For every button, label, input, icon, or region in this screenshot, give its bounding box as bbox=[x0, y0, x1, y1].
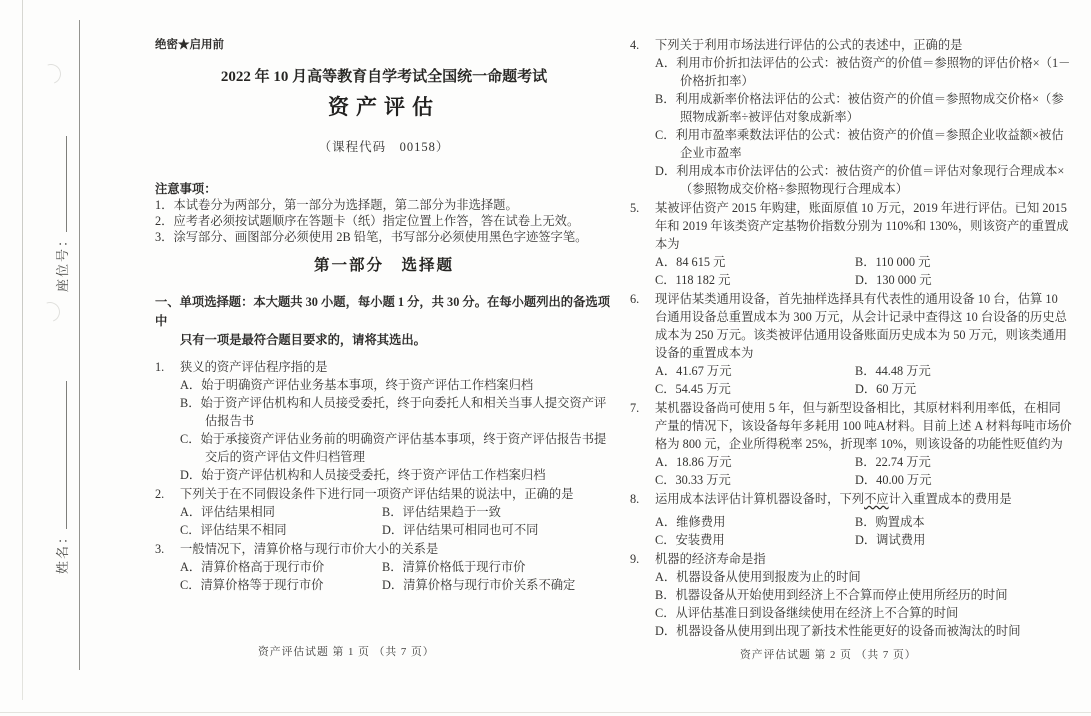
scan-edge-line bbox=[22, 0, 23, 700]
question-3-option-b: B．清算价格低于现行市价 bbox=[382, 559, 526, 574]
question-7-option-c: C．30.33 万元 bbox=[655, 473, 731, 487]
question-3-option-a: A．清算价格高于现行市价 bbox=[180, 559, 325, 574]
question-4-option-c: C．利用市盈率乘数法评估的公式：被估资产的价值＝参照企业收益额×被估企业市盈率 bbox=[655, 128, 1064, 160]
question-5-number: 5. bbox=[630, 201, 640, 215]
question-7-options bbox=[655, 453, 1072, 489]
question-8-option-d: D．调试费用 bbox=[855, 533, 926, 547]
question-6-option-b: B．44.48 万元 bbox=[855, 364, 931, 378]
question-6-option-c: C．54.45 万元 bbox=[655, 382, 731, 396]
seat-number-label bbox=[52, 136, 71, 292]
question-8-body bbox=[655, 490, 1072, 549]
question-7 bbox=[630, 399, 1072, 489]
section-instructions bbox=[155, 293, 613, 350]
seat-number-text: 座位号： bbox=[55, 231, 70, 292]
question-8-stem-emphasis: 不应 bbox=[864, 492, 889, 506]
question-7-number: 7. bbox=[630, 401, 640, 415]
name-blank-line bbox=[55, 381, 67, 529]
question-8-number: 8. bbox=[630, 492, 640, 506]
question-3-option-c: C．清算价格等于现行市价 bbox=[180, 577, 324, 592]
question-3 bbox=[155, 540, 613, 594]
question-8-option-a: A．维修费用 bbox=[655, 515, 726, 529]
question-9-option-b: B．机器设备从开始使用到经济上不合算而停止使用所经历的时间 bbox=[655, 588, 1008, 602]
name-label bbox=[52, 381, 71, 574]
question-7-option-a: A．18.86 万元 bbox=[655, 455, 732, 469]
question-9-option-c: C．从评估基准日到设备继续使用在经济上不合算的时间 bbox=[655, 606, 959, 620]
question-6-stem: 现评估某类通用设备，首先抽样选择具有代表性的通用设备 10 台，估算 10 台通用设备总重置成本为 300 万元，从会计记录中查得这 10 台设备的历史总成本为 250 万元。该类被评估通用设备账面历史成本为 50 万元，则该类通用设备的重置成本为 bbox=[655, 292, 1067, 360]
question-2-option-a: A．评估结果相同 bbox=[180, 504, 275, 519]
security-classification: 绝密★启用前 bbox=[155, 39, 224, 51]
question-4 bbox=[630, 36, 1072, 198]
question-5-option-d: D．130 000 元 bbox=[855, 273, 932, 287]
question-8 bbox=[630, 490, 1072, 549]
question-4-option-b: B．利用成新率价格法评估的公式：被估资产的价值＝参照物成交价格×（参照物成新率÷被评估对象成新率） bbox=[655, 92, 1064, 124]
part-one-title: 第一部分 选择题 bbox=[313, 256, 454, 274]
question-5-option-a: A．84 615 元 bbox=[655, 255, 726, 269]
question-9-stem: 机器的经济寿命是指 bbox=[655, 552, 766, 566]
question-5 bbox=[630, 199, 1072, 289]
notice-item-1: 1．本试卷分为两部分，第一部分为选择题，第二部分为非选择题。 bbox=[155, 198, 518, 213]
question-6-number: 6. bbox=[630, 292, 640, 306]
seat-number-blank-line bbox=[55, 136, 67, 232]
question-3-body bbox=[180, 540, 613, 594]
question-2-option-c: C．评估结果不相同 bbox=[180, 522, 287, 537]
question-5-options bbox=[655, 253, 1072, 289]
question-8-options bbox=[655, 513, 1072, 549]
question-1 bbox=[155, 358, 613, 484]
question-3-number: 3. bbox=[155, 541, 165, 556]
question-6 bbox=[630, 290, 1072, 398]
section-instructions-line-1: 一、单项选择题：本大题共 30 小题，每小题 1 分，共 30 分。在每小题列出的备选项中 bbox=[155, 294, 610, 328]
question-5-option-b: B．110 000 元 bbox=[855, 255, 931, 269]
question-1-option-a: A．始于明确资产评估业务基本事项，终于资产评估工作档案归档 bbox=[180, 377, 534, 392]
question-1-option-b: B．始于资产评估机构和人员接受委托，终于向委托人和相关当事人提交资产评估报告书 bbox=[180, 395, 607, 428]
question-9 bbox=[630, 550, 1072, 640]
question-1-option-c: C．始于承接资产评估业务前的明确资产评估基本事项，终于资产评估报告书提交后的资产评估文件归档管理 bbox=[180, 431, 607, 464]
question-8-option-b: B．购置成本 bbox=[855, 515, 925, 529]
question-5-body bbox=[655, 199, 1072, 289]
notice-item-3: 3．涂写部分、画图部分必须使用 2B 铅笔，书写部分必须使用黑色字迹签字笔。 bbox=[155, 230, 588, 245]
question-9-number: 9. bbox=[630, 552, 640, 566]
question-6-option-d: D．60 万元 bbox=[855, 382, 917, 396]
question-9-option-a: A．机器设备从使用到报废为止的时间 bbox=[655, 570, 861, 584]
question-7-body bbox=[655, 399, 1072, 489]
name-text: 姓名： bbox=[55, 528, 70, 574]
notice-title: 注意事项： bbox=[155, 182, 217, 196]
notice-block bbox=[155, 182, 613, 246]
question-4-number: 4. bbox=[630, 38, 640, 52]
subject-title: 资产评估 bbox=[328, 95, 440, 119]
question-3-option-d: D．清算价格与现行市价关系不确定 bbox=[382, 577, 576, 592]
question-2-body bbox=[180, 485, 613, 539]
question-1-stem: 狭义的资产评估程序指的是 bbox=[180, 359, 328, 374]
question-2-option-d: D．评估结果可相同也可不同 bbox=[382, 522, 539, 537]
question-7-option-d: D．40.00 万元 bbox=[855, 473, 932, 487]
exam-page-2 bbox=[630, 30, 1072, 640]
question-8-stem bbox=[655, 490, 1072, 508]
question-7-stem: 某机器设备尚可使用 5 年，但与新型设备相比，其原材料利用率低，在相同产量的情况下，该设备每年多耗用 100 吨A材料。目前上述 A 材料每吨市场价格为 800 元，企业所得税率 25%，折现率 10%，则该设备的功能性贬值约为 bbox=[655, 401, 1072, 451]
question-2-stem: 下列关于在不同假设条件下进行同一项资产评估结果的说法中，正确的是 bbox=[180, 486, 574, 501]
question-1-option-d: D．始于资产评估机构和人员接受委托，终于资产评估工作档案归档 bbox=[180, 467, 546, 482]
scan-bottom-edge bbox=[0, 712, 1091, 713]
questions-page-1 bbox=[155, 358, 613, 594]
notice-item-2: 2．应考者必须按试题顺序在答题卡（纸）指定位置上作答，答在试卷上无效。 bbox=[155, 214, 580, 229]
question-6-body bbox=[655, 290, 1072, 398]
question-1-number: 1. bbox=[155, 359, 165, 374]
seal-line bbox=[79, 20, 80, 670]
question-2-option-b: B．评估结果趋于一致 bbox=[382, 504, 501, 519]
question-8-option-c: C．安装费用 bbox=[655, 533, 725, 547]
question-8-stem-pre: 运用成本法评估计算机器设备时，下列 bbox=[655, 492, 865, 506]
page-1-footer: 资产评估试题 第 1 页 （共 7 页） bbox=[258, 646, 435, 658]
exam-title: 2022 年 10 月高等教育自学考试全国统一命题考试 bbox=[220, 69, 548, 85]
question-8-stem-post: 计入重置成本的费用是 bbox=[888, 492, 1012, 506]
question-5-stem: 某被评估资产 2015 年购建，账面原值 10 万元，2019 年进行评估。已知 2015 年和 2019 年该类资产定基物价指数分别为 110%和 130%，则该资产的重置成本为 bbox=[655, 201, 1069, 251]
exam-page-1 bbox=[155, 30, 613, 594]
question-2-number: 2. bbox=[155, 486, 165, 501]
question-5-option-c: C．118 182 元 bbox=[655, 273, 731, 287]
question-7-option-b: B．22.74 万元 bbox=[855, 455, 931, 469]
question-3-stem: 一般情况下，清算价格与现行市价大小的关系是 bbox=[180, 541, 439, 556]
question-9-body bbox=[655, 550, 1072, 640]
question-6-options bbox=[655, 362, 1072, 398]
questions-page-2 bbox=[630, 36, 1072, 640]
question-4-option-a: A．利用市价折扣法评估的公式：被估资产的价值＝参照物的评估价格×（1－价格折扣率） bbox=[655, 56, 1071, 88]
question-2 bbox=[155, 485, 613, 539]
page-2-footer: 资产评估试题 第 2 页 （共 7 页） bbox=[740, 649, 917, 661]
section-instructions-line-2: 只有一项是最符合题目要求的，请将其选出。 bbox=[180, 332, 426, 347]
question-1-body bbox=[180, 358, 613, 484]
question-2-options bbox=[180, 503, 613, 539]
question-4-body bbox=[655, 36, 1072, 198]
question-6-option-a: A．41.67 万元 bbox=[655, 364, 732, 378]
question-3-options bbox=[180, 558, 613, 594]
question-4-stem: 下列关于利用市场法进行评估的公式的表述中，正确的是 bbox=[655, 38, 963, 52]
question-4-option-d: D．利用成本市价法评估的公式：被估资产的价值＝评估对象现行合理成本×（参照物成交价格÷参照物现行合理成本） bbox=[655, 164, 1065, 196]
punch-hole-icon bbox=[38, 61, 65, 88]
course-code: （课程代码 00158） bbox=[318, 140, 450, 154]
punch-hole-icon bbox=[37, 299, 64, 326]
question-9-option-d: D．机器设备从使用到出现了新技术性能更好的设备而被淘汰的时间 bbox=[655, 624, 1021, 638]
